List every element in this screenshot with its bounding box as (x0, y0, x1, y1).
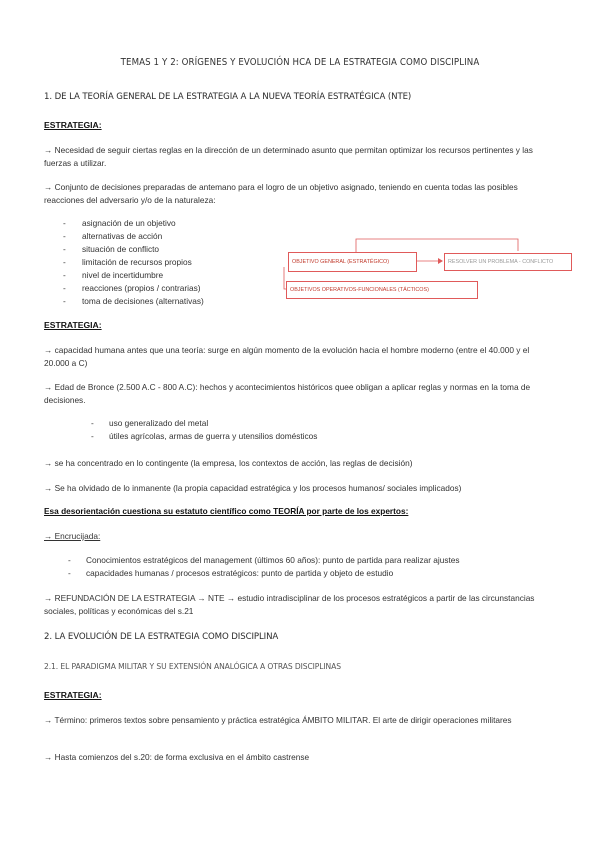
list-bullet: - (63, 218, 66, 228)
paragraph-s2-2: → Edad de Bronce (2.500 A.C - 800 A.C): hechos y acontecimientos históricos quee obligan a aplicar reglas y normas en la toma de decisiones. (44, 382, 531, 405)
list-item: limitación de recursos propios (82, 257, 192, 267)
list-item: reacciones (propios / contrarias) (82, 283, 201, 293)
paragraph-s1-1: → Necesidad de seguir ciertas reglas en la dirección de un determinado asunto que permitan optimizar los recursos pertinentes y las fuerzas a utilizar. (44, 145, 533, 168)
section-1-heading: 1. DE LA TEORÍA GENERAL DE LA ESTRATEGIA A LA NUEVA TEORÍA ESTRATÉGICA (NTE) (44, 92, 412, 102)
list-item: uso generalizado del metal (109, 418, 209, 428)
diagram-box-operative-objectives: OBJETIVOS OPERATIVOS-FUNCIONALES (TÁCTICOS) (286, 281, 478, 299)
arrow-head-icon (438, 258, 443, 264)
paragraph-s3-1: → Término: primeros textos sobre pensamiento y práctica estratégica ÁMBITO MILITAR. El arte de dirigir operaciones militares (44, 715, 512, 725)
list-item: Conocimientos estratégicos del management (últimos 60 años): punto de partida para realizar ajustes (86, 555, 460, 565)
list-item: toma de decisiones (alternativas) (82, 296, 204, 306)
strategy-label-3: ESTRATEGIA: (44, 690, 102, 700)
list-item: situación de conflicto (82, 244, 160, 254)
list-bullet: - (68, 555, 71, 565)
paragraph-s3-2: → Hasta comienzos del s.20: de forma exclusiva en el ámbito castrense (44, 752, 310, 762)
diagram-box-general-objective: OBJETIVO GENERAL (ESTRATÉGICO) (288, 252, 417, 272)
list-bullet: - (63, 244, 66, 254)
list-bullet: - (63, 270, 66, 280)
list-bullet: - (63, 296, 66, 306)
list-item: útiles agrícolas, armas de guerra y utensilios domésticos (109, 431, 318, 441)
list-item: nivel de incertidumbre (82, 270, 164, 280)
strategy-label-1: ESTRATEGIA: (44, 120, 102, 130)
strategy-label-2: ESTRATEGIA: (44, 320, 102, 330)
paragraph-s1-2: → Conjunto de decisiones preparadas de antemano para el logro de un objetivo asignado, teniendo en cuenta todas las posibles reacciones del adversario y/o de la naturaleza: (44, 182, 518, 205)
list-bullet: - (68, 568, 71, 578)
list-item: capacidades humanas / procesos estratégicos: punto de partida y objeto de estudio (86, 568, 394, 578)
list-item: alternativas de acción (82, 231, 163, 241)
paragraph-s2-4: → Se ha olvidado de lo inmanente (la propia capacidad estratégica y los procesos humanos/ sociales implicados) (44, 483, 462, 493)
section-2-heading: 2. LA EVOLUCIÓN DE LA ESTRATEGIA COMO DISCIPLINA (44, 632, 279, 642)
list-bullet: - (91, 431, 94, 441)
paragraph-s2-3: → se ha concentrado en lo contingente (la empresa, los contextos de acción, las reglas de decisión) (44, 458, 413, 468)
section-2-1-heading: 2.1. EL PARADIGMA MILITAR Y SU EXTENSIÓN ANALÓGICA A OTRAS DISCIPLINAS (44, 662, 341, 671)
connector-line-top (356, 239, 518, 253)
list-item: asignación de un objetivo (82, 218, 176, 228)
diagram-box-solve-problem: RESOLVER UN PROBLEMA - CONFLICTO (444, 253, 572, 271)
list-bullet: - (91, 418, 94, 428)
page-title: TEMAS 1 Y 2: ORÍGENES Y EVOLUCIÓN HCA DE LA ESTRATEGIA COMO DISCIPLINA (120, 57, 480, 68)
paragraph-s2-1: → capacidad humana antes que una teoría: surge en algún momento de la evolución hacia el hombre moderno (entre el 40.000 y el 20.000 a C) (44, 345, 530, 368)
list-bullet: - (63, 257, 66, 267)
bold-statement: Esa desorientación cuestiona su estatuto científico como TEORÍA por parte de los expertos: (44, 506, 409, 516)
paragraph-s2-5: → REFUNDACIÓN DE LA ESTRATEGIA → NTE → estudio intradisciplinar de los procesos estratégicos a partir de las circunstancias sociales, políticas y económicas del s.21 (44, 593, 535, 616)
strategy-diagram (268, 237, 580, 301)
list-bullet: - (63, 283, 66, 293)
crossroads-label: → Encrucijada: (44, 531, 101, 541)
list-bullet: - (63, 231, 66, 241)
